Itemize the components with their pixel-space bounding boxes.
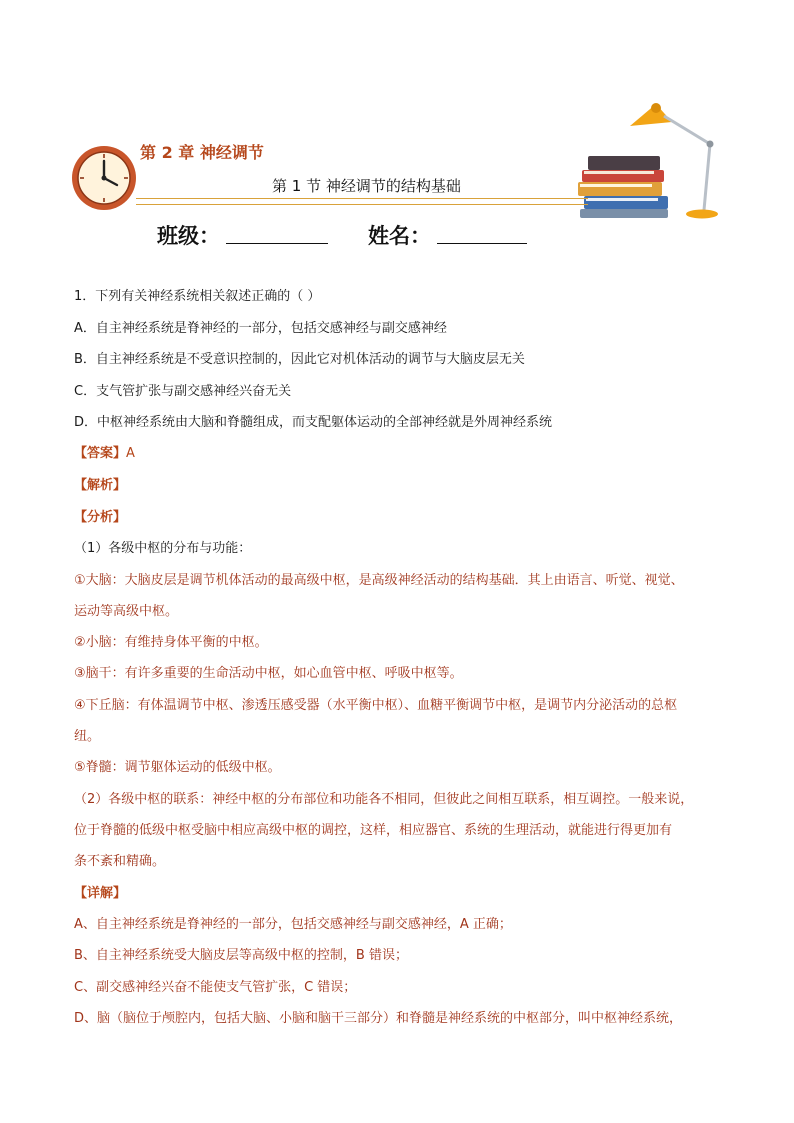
- header-rule: [136, 198, 588, 199]
- fenxi-label: 【分析】: [74, 510, 127, 525]
- fenxi-line: 条不紊和精确。: [74, 854, 166, 869]
- name-label: 姓名：: [368, 224, 431, 248]
- books-icon: [576, 156, 670, 218]
- name-blank[interactable]: [437, 243, 527, 244]
- section-title: 第 1 节 神经调节的结构基础: [272, 177, 461, 195]
- option-c: C．支气管扩张与副交感神经兴奋无关: [74, 384, 292, 399]
- fenxi-line: 运动等高级中枢。: [74, 604, 179, 619]
- option-a: A．自主神经系统是脊神经的一部分，包括交感神经与副交感神经: [74, 321, 447, 336]
- option-d: D．中枢神经系统由大脑和脊髓组成，而支配躯体运动的全部神经就是外周神经系统: [74, 415, 553, 430]
- fenxi-line: 位于脊髓的低级中枢受脑中相应高级中枢的调控，这样，相应器官、系统的生理活动，就能进行得更加有: [74, 823, 673, 838]
- class-blank[interactable]: [226, 243, 328, 244]
- analysis-label: 【解析】: [74, 478, 127, 493]
- answer-label: 【答案】: [74, 446, 127, 461]
- clock-icon: [70, 144, 138, 212]
- fenxi-line: 纽。: [74, 729, 101, 744]
- fenxi-line: （1）各级中枢的分布与功能：: [74, 541, 252, 556]
- fenxi-line: ②小脑：有维持身体平衡的中枢。: [74, 635, 268, 650]
- option-b: B．自主神经系统是不受意识控制的，因此它对机体活动的调节与大脑皮层无关: [74, 352, 525, 367]
- fenxi-line: ④下丘脑：有体温调节中枢、渗透压感受器（水平衡中枢）、血糖平衡调节中枢，是调节内分泌活动的总枢: [74, 698, 678, 713]
- fenxi-line: ③脑干：有许多重要的生命活动中枢，如心血管中枢、呼吸中枢等。: [74, 666, 463, 681]
- header-rule: [136, 204, 588, 205]
- detail-line: C、副交感神经兴奋不能使支气管扩张，C 错误；: [74, 980, 357, 995]
- chapter-title: 第 2 章 神经调节: [140, 143, 264, 162]
- answer-value: A: [126, 446, 135, 461]
- detail-line: B、自主神经系统受大脑皮层等高级中枢的控制，B 错误；: [74, 948, 408, 963]
- detail-label: 【详解】: [74, 886, 127, 901]
- detail-line: A、自主神经系统是脊神经的一部分，包括交感神经与副交感神经，A 正确；: [74, 917, 512, 932]
- answer-line: [74, 445, 135, 463]
- class-label: 班级：: [157, 224, 220, 248]
- question-stem: 1．下列有关神经系统相关叙述正确的（ ）: [74, 289, 321, 304]
- fenxi-line: ⑤脊髓：调节躯体运动的低级中枢。: [74, 760, 281, 775]
- detail-line: D、脑（脑位于颅腔内，包括大脑、小脑和脑干三部分）和脊髓是神经系统的中枢部分，叫中枢神经系统，: [74, 1011, 683, 1026]
- fenxi-line: ①大脑：大脑皮层是调节机体活动的最高级中枢，是高级神经活动的结构基础．其上由语言、听觉、视觉、: [74, 573, 684, 588]
- fenxi-line: （2）各级中枢的联系：神经中枢的分布部位和功能各不相同，但彼此之间相互联系，相互调控。一般来说，: [74, 792, 694, 807]
